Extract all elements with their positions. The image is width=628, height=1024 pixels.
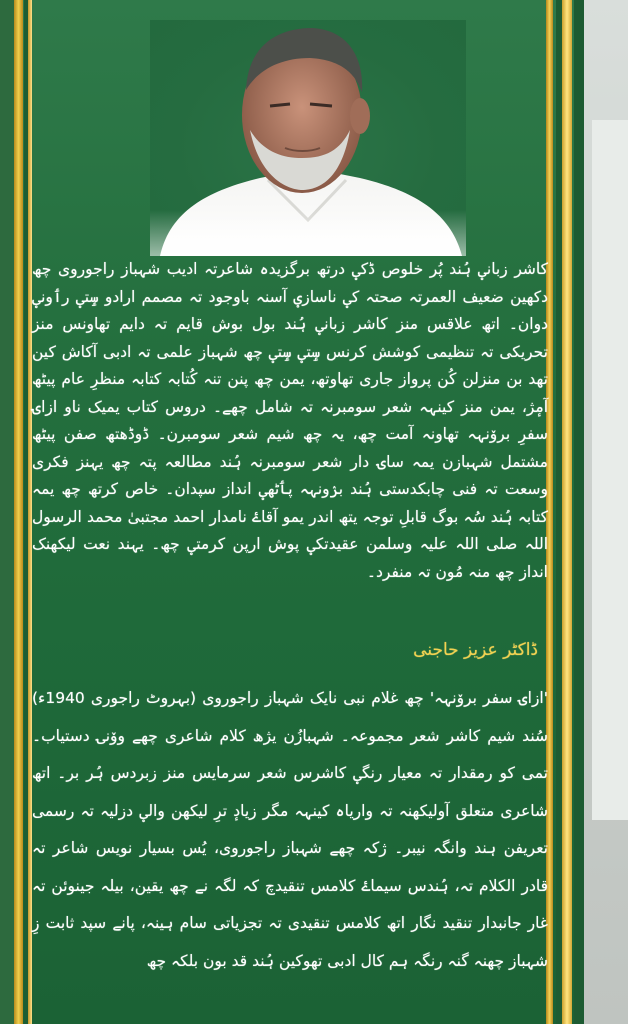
- author-signature: ڈاکٹر عزیز حاجنی: [413, 640, 538, 660]
- introduction-paragraph: 'ازاۍ سفر بروٚنہہ' چھ غلام نبی نایک شہباز راجوروی (بہروٹ راجوری 1940ء) سُند شیم کاشر شعر مجموعہ۔ شہبازُن یژھ کلام شاعری چھے ووٚنۍ دستیاب۔ تمی کو رمقدار تہ معیار رنگؠ کاشرس شعر سرمایس منز زبردس ہُر بر۔ اتھ شاعری متعلق آولیکھنہ تہ واریاہ کینہہ مگر زیادٕ ترِ لیکھن والؠ دزلیہ تہ رسمی تعریفن ہند وانگہ نیبر۔ ژکہ چھے شہباز راجوروی، یُس بسیار نویس شاعر تہ قادر الکلام تہ، ہُندس سیماۓ کلامس تنقیدچ کہ لگہ نے چھ یقین، بیلہ جینوئن تہ غار جانبدار تنقید نگار اتھ کلامس تنقیدی تہ تجزیاتی سام ہینہ، پانے سپد ثابت زِ شہباز چھنہ گنہ رنگہ ہم کال ادبی تھوکین ہُند قد بون بلکہ چھ: [32, 689, 548, 970]
- page-edge-panel: [592, 120, 628, 820]
- right-gold-border-outer: [562, 0, 572, 1024]
- right-green-edge: [574, 0, 584, 1024]
- left-edge: [0, 0, 14, 1024]
- left-gold-border: [14, 0, 23, 1024]
- page-edge: [584, 0, 628, 1024]
- author-paragraph: کاشر زبانؠ ہُند پُر خلوص ڈکؠ درتھ برگزیدہ شاعرتہ ادیب شہباز راجوروی چھ دکھین ضعیف العمرتہ صحتہ کؠ ناسازؠ آسنہ باوجود تہ مصمم ارادو سٟتؠ رٲونؠ دوان۔ اتھ علاقس منز کاشر زبانؠ ہُند بول بوش قایم تہ دایم تھاونس منز تحریکی تہ تنظیمی کوشش کرنس سٟتؠ سٟتؠ چھ شہباز علمی تہ ادبی آکاش کین تھد بن منزلن کُن پرواز جاری تھاوتھ، یمن چھ پنن تنہ کُتابہ کتابہ منظرِ عام پیٹھ آمٕژ، یمن منز کینہہ شعر سومبرنہ تہ شامل چھے۔ دروس کتاب یمیک ناو ازاۍ سفرِ بروٚنہہ تھاونہ آمت چھ، یہ چھ شیم شعر سومبرن۔ ڈوڈھتھ صفن پیٹھ مشتمل شہبازن یمہ ساۍ دار شعر سومبرنہ ہُند مطالعہ پتہ چھ یہنز فکری وسعت تہ فنی چابکدستی ہُند برٛونہہ پٲٹھؠ انداز سپدان۔ خاص کرتھ چھ یمہ کتابہ ہُند سُہ بوگ قابلِ توجہ یتھ اندر یمو آقاۓ نامدار احمد مجتبیٰ محمد الرسول اللہ صلی اللہ علیہ وسلمن عقیدتکؠ پوش ارپن کرمتؠ چھ۔ یہند نعت لیکھنک انداز چھ منہ مُون تہ منفرد۔: [32, 260, 548, 581]
- photo-bottom-fade: [150, 210, 466, 256]
